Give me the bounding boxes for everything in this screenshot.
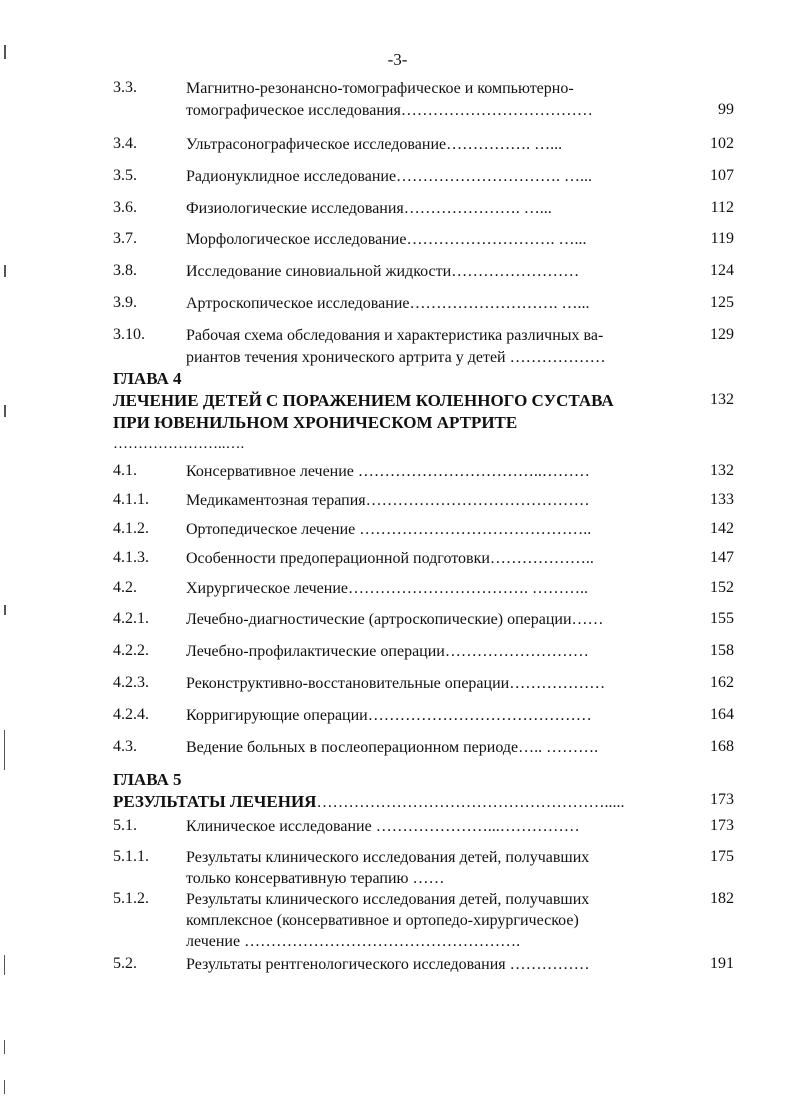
chapter-label: ГЛАВА 4 xyxy=(113,369,182,388)
entry-title-line: Клиническое исследование …………………...…………… xyxy=(186,818,580,835)
scan-mark xyxy=(4,265,6,277)
chapter-page: 132 xyxy=(710,391,734,408)
entry-page: 182 xyxy=(710,890,734,907)
entry-title-line: Медикаментозная терапия…………………………………… xyxy=(186,492,590,509)
chapter-page: 173 xyxy=(710,791,734,808)
entry-title-line: Ортопедическое лечение …………………………………….. xyxy=(186,521,592,538)
entry-number: 4.3. xyxy=(113,738,137,755)
scan-mark xyxy=(4,730,5,770)
entry-title-line: Рабочая схема обследования и характеристика различных ва- xyxy=(186,327,604,344)
entry-number: 5.2. xyxy=(113,955,137,972)
entry-page: 155 xyxy=(710,610,734,627)
entry-page: 99 xyxy=(718,101,734,118)
entry-title-line: комплексное (консервативное и ортопедо-хирургическое) xyxy=(186,912,579,929)
entry-page: 129 xyxy=(710,326,734,343)
entry-title-line: Радионуклидное исследование…………………………. …... xyxy=(186,168,593,185)
entry-page: 175 xyxy=(710,848,734,865)
entry-page: 147 xyxy=(710,549,734,566)
entry-page: 164 xyxy=(710,706,734,723)
chapter-dots: …………………..…. xyxy=(113,436,245,452)
entry-number: 3.10. xyxy=(113,326,145,343)
entry-page: 191 xyxy=(710,955,734,972)
scan-mark xyxy=(4,45,6,59)
entry-title-line: лечение ……………………………………………. xyxy=(186,933,521,950)
entry-title-line: Лечебно-диагностические (артроскопические) операции…… xyxy=(186,611,604,628)
entry-page: 173 xyxy=(710,817,734,834)
entry-number: 3.4. xyxy=(113,135,137,152)
page-number: -3- xyxy=(387,50,408,69)
scan-mark xyxy=(4,605,6,615)
scan-mark xyxy=(4,955,5,975)
scan-mark xyxy=(4,405,6,417)
entry-title-line: Хирургическое лечение……………………………. ……….. xyxy=(186,580,588,597)
entry-number: 4.2.1. xyxy=(113,610,149,627)
entry-page: 152 xyxy=(710,579,734,596)
entry-page: 124 xyxy=(710,262,734,279)
entry-page: 107 xyxy=(710,167,734,184)
entry-page: 142 xyxy=(710,520,734,537)
entry-title-line: риантов течения хронического артрита у детей ……………… xyxy=(186,349,606,366)
entry-page: 119 xyxy=(710,230,734,247)
entry-title-line: Результаты клинического исследования детей, получавших xyxy=(186,891,590,908)
entry-number: 5.1.2. xyxy=(113,890,149,907)
entry-title-line: Ультрасонографическое исследование……………. …... xyxy=(186,136,563,153)
entry-title-line: Артроскопическое исследование………………………. …... xyxy=(186,295,590,312)
chapter-title-text: РЕЗУЛЬТАТЫ ЛЕЧЕНИЯ xyxy=(113,792,317,811)
entry-page: 112 xyxy=(710,199,734,216)
entry-number: 5.1. xyxy=(113,817,137,834)
entry-page: 125 xyxy=(710,294,734,311)
entry-title-line: Результаты рентгенологического исследования …………… xyxy=(186,956,590,973)
scan-mark xyxy=(4,1040,5,1054)
entry-number: 3.8. xyxy=(113,262,137,279)
entry-number: 3.6. xyxy=(113,199,137,216)
entry-title-line: Результаты клинического исследования детей, получавших xyxy=(186,849,590,866)
entry-title-line: Исследование синовиальной жидкости…………………… xyxy=(186,263,580,280)
entry-number: 3.9. xyxy=(113,294,137,311)
entry-number: 4.1.3. xyxy=(113,549,149,566)
entry-title-line: Магнитно-резонансно-томографическое и компьютерно- xyxy=(186,80,574,97)
entry-page: 162 xyxy=(710,674,734,691)
entry-page: 132 xyxy=(710,462,734,479)
entry-number: 4.1.1. xyxy=(113,491,149,508)
entry-title-line: Физиологические исследования…………………. …... xyxy=(186,200,552,217)
entry-title-line: Лечебно-профилактические операции……………………… xyxy=(186,643,589,660)
chapter-dots: ………………………………………………..... xyxy=(316,794,625,811)
entry-number: 3.5. xyxy=(113,167,137,184)
entry-page: 168 xyxy=(710,738,734,755)
entry-number: 5.1.1. xyxy=(113,848,149,865)
chapter-label: ГЛАВА 5 xyxy=(113,770,182,789)
scan-mark xyxy=(4,1080,5,1094)
entry-page: 102 xyxy=(710,135,734,152)
chapter-title-line: ЛЕЧЕНИЕ ДЕТЕЙ С ПОРАЖЕНИЕМ КОЛЕННОГО СУСТАВА xyxy=(113,391,614,410)
chapter-title xyxy=(113,791,624,813)
entry-title-line: Консервативное лечение ……………………………..……… xyxy=(186,463,590,480)
entry-title-line: только консервативную терапию …… xyxy=(186,870,445,887)
entry-title-line: Ведение больных в послеоперационном периоде….. ………. xyxy=(186,739,599,756)
entry-title-line: Реконструктивно-восстановительные операции……………… xyxy=(186,675,606,692)
entry-page: 158 xyxy=(710,642,734,659)
entry-number: 3.7. xyxy=(113,230,137,247)
entry-number: 4.2.2. xyxy=(113,642,149,659)
entry-number: 4.2. xyxy=(113,579,137,596)
entry-title-line: томографическое исследования……………………………… xyxy=(186,102,593,119)
entry-number: 4.1. xyxy=(113,462,137,479)
entry-number: 4.2.3. xyxy=(113,674,149,691)
entry-title-line: Морфологическое исследование………………………. …... xyxy=(186,231,587,248)
entry-page: 133 xyxy=(710,491,734,508)
entry-number: 3.3. xyxy=(113,79,137,96)
entry-title-line: Корригирующие операции…………………………………… xyxy=(186,707,592,724)
entry-title-line: Особенности предоперационной подготовки……………….. xyxy=(186,550,594,567)
entry-number: 4.2.4. xyxy=(113,706,149,723)
entry-number: 4.1.2. xyxy=(113,520,149,537)
chapter-title-line: ПРИ ЮВЕНИЛЬНОМ ХРОНИЧЕСКОМ АРТРИТЕ xyxy=(113,413,518,432)
